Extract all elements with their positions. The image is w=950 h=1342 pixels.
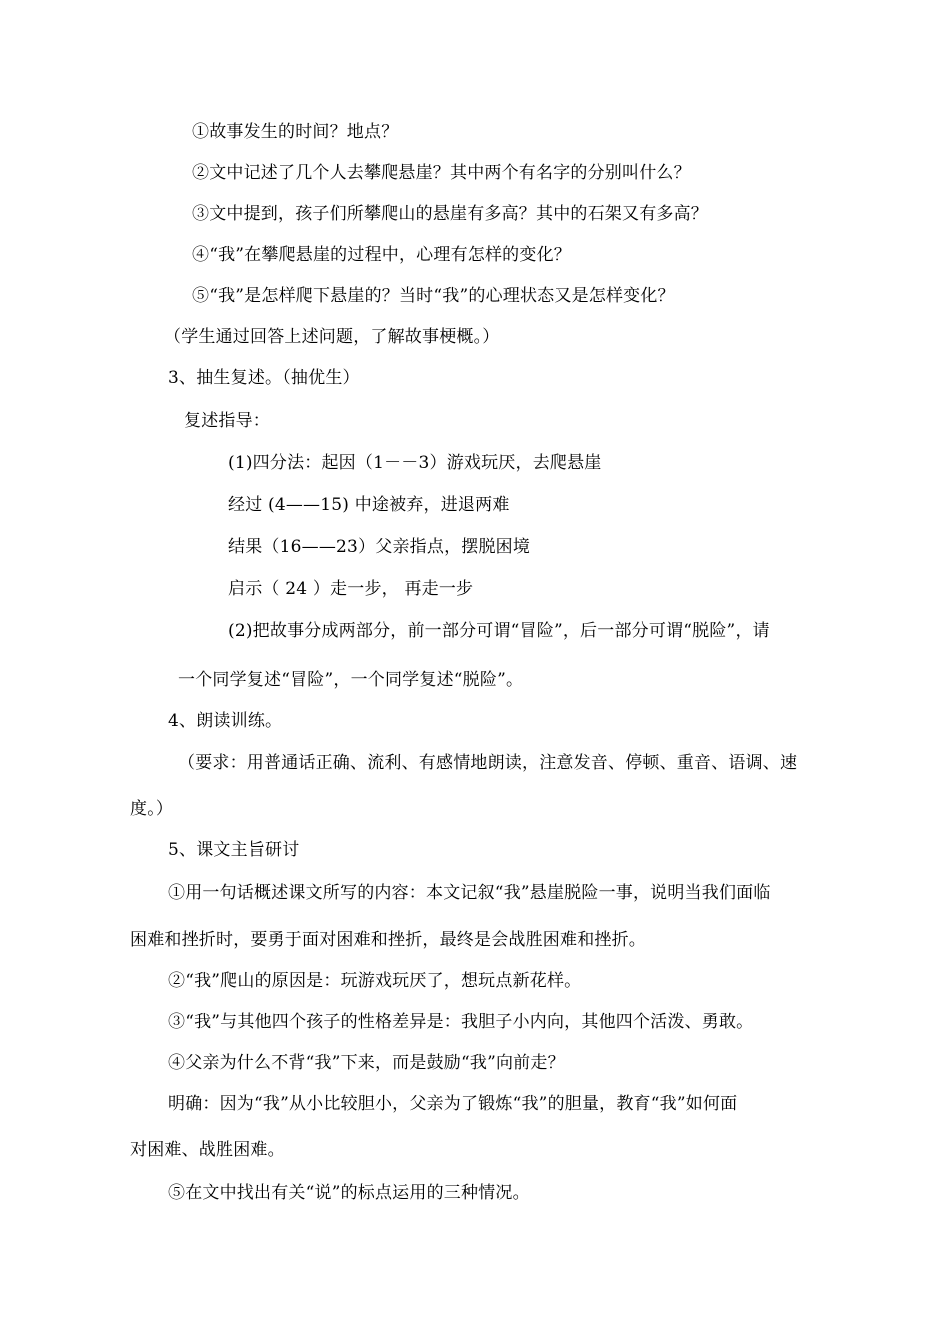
retell-guide-title: 复述指导： [184, 411, 270, 431]
question-2: ②文中记述了几个人去攀爬悬崖？其中两个有名字的分别叫什么？ [192, 163, 691, 183]
theme-2: ②“我”爬山的原因是：玩游戏玩厌了，想玩点新花样。 [168, 971, 582, 991]
note-summary: （学生通过回答上述问题，了解故事梗概。） [164, 327, 500, 347]
theme-1: ①用一句话概述课文所写的内容：本文记叙“我”悬崖脱险一事，说明当我们面临 [168, 883, 771, 903]
retell-method-1: (1)四分法：起因（1－－3）游戏玩厌，去爬悬崖 [228, 453, 602, 473]
question-1: ①故事发生的时间？地点？ [192, 122, 399, 142]
section-5-heading: 5、课文主旨研讨 [168, 840, 300, 860]
question-3: ③文中提到，孩子们所攀爬山的悬崖有多高？其中的石架又有多高？ [192, 204, 708, 224]
retell-process: 经过 (4——15) 中途被弃，进退两难 [228, 495, 510, 515]
reading-requirement-cont: 度。） [130, 799, 174, 819]
section-4-heading: 4、朗读训练。 [168, 711, 283, 731]
theme-5: ⑤在文中找出有关“说”的标点运用的三种情况。 [168, 1183, 530, 1203]
retell-insight: 启示（ 24 ）走一步， 再走一步 [228, 579, 474, 599]
retell-method-2: (2)把故事分成两部分，前一部分可谓“冒险”，后一部分可谓“脱险”，请 [228, 621, 770, 641]
question-4: ④“我”在攀爬悬崖的过程中，心理有怎样的变化？ [192, 245, 571, 265]
theme-4-answer: 明确：因为“我”从小比较胆小，父亲为了锻炼“我”的胆量，教育“我”如何面 [168, 1094, 738, 1114]
retell-result: 结果（16——23）父亲指点，摆脱困境 [228, 537, 531, 557]
theme-3: ③“我”与其他四个孩子的性格差异是：我胆子小内向，其他四个活泼、勇敢。 [168, 1012, 754, 1032]
section-3-heading: 3、抽生复述。（抽优生） [168, 368, 360, 388]
question-5: ⑤“我”是怎样爬下悬崖的？当时“我”的心理状态又是怎样变化？ [192, 286, 675, 306]
theme-4: ④父亲为什么不背“我”下来，而是鼓励“我”向前走？ [168, 1053, 565, 1073]
retell-method-2-cont: 一个同学复述“冒险”，一个同学复述“脱险”。 [178, 670, 524, 690]
reading-requirement: （要求：用普通话正确、流利、有感情地朗读，注意发音、停顿、重音、语调、速 [178, 753, 798, 773]
theme-1-cont: 困难和挫折时，要勇于面对困难和挫折，最终是会战胜困难和挫折。 [130, 930, 646, 950]
theme-4-answer-cont: 对困难、战胜困难。 [130, 1140, 285, 1160]
